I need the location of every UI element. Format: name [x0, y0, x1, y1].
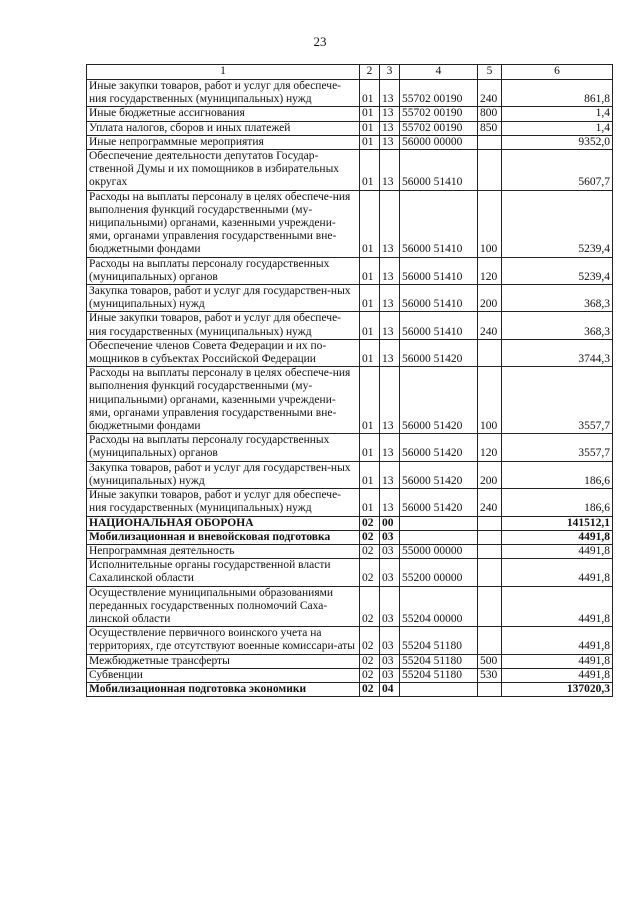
column-header: 6: [502, 65, 613, 80]
cell-c3: 13: [380, 434, 400, 461]
table-row: [87, 107, 613, 121]
row-label: Уплата налогов, сборов и иных платежей: [87, 121, 360, 135]
row-label: Иные закупки товаров, работ и услуг для обеспече-ния государственных (муниципальных) нужд: [87, 312, 360, 339]
cell-c2: 01: [360, 367, 380, 434]
cell-c6: 4491,8: [502, 530, 613, 544]
cell-c4: [400, 682, 478, 696]
cell-c4: 56000 00000: [400, 135, 478, 149]
cell-c4: 56000 51420: [400, 489, 478, 516]
row-label: Иные закупки товаров, работ и услуг для обеспече-ния государственных (муниципальных) нужд: [87, 80, 360, 107]
cell-c2: 01: [360, 107, 380, 121]
cell-c2: 01: [360, 80, 380, 107]
cell-c2: 01: [360, 285, 380, 312]
table-row: [87, 489, 613, 516]
cell-c4: 56000 51410: [400, 257, 478, 284]
page-number: 23: [313, 34, 327, 49]
cell-c5: 530: [478, 668, 502, 682]
cell-c5: [478, 135, 502, 149]
cell-c2: 01: [360, 150, 380, 191]
cell-c6: 4491,8: [502, 544, 613, 558]
cell-c3: 13: [380, 367, 400, 434]
table-row: [87, 544, 613, 558]
cell-c4: 55204 51180: [400, 627, 478, 654]
column-header: 3: [380, 65, 400, 80]
cell-c6: 5239,4: [502, 190, 613, 257]
row-label: Мобилизационная подготовка экономики: [87, 682, 360, 696]
cell-c4: 55702 00190: [400, 107, 478, 121]
cell-c5: 200: [478, 285, 502, 312]
cell-c6: 368,3: [502, 285, 613, 312]
cell-c2: 01: [360, 257, 380, 284]
cell-c4: 56000 51410: [400, 190, 478, 257]
cell-c4: 56000 51420: [400, 339, 478, 366]
cell-c2: 02: [360, 654, 380, 668]
cell-c2: 02: [360, 516, 380, 530]
row-label: Расходы на выплаты персоналу в целях обеспече-ния выполнения функций государственными (му-ниципальными) органами, казенными учреждени-ями, органами управления государственными вне-бюджетными фондами: [87, 367, 360, 434]
cell-c5: [478, 682, 502, 696]
row-label: Иные бюджетные ассигнования: [87, 107, 360, 121]
row-label: Обеспечение членов Совета Федерации и их по-мощников в субъектах Российской Федерации: [87, 339, 360, 366]
row-label: Закупка товаров, работ и услуг для государствен-ных (муниципальных) нужд: [87, 285, 360, 312]
cell-c2: 01: [360, 434, 380, 461]
column-header: 1: [87, 65, 360, 80]
cell-c4: 56000 51410: [400, 312, 478, 339]
cell-c2: 02: [360, 682, 380, 696]
cell-c3: 13: [380, 257, 400, 284]
cell-c3: 03: [380, 530, 400, 544]
column-header: 4: [400, 65, 478, 80]
cell-c4: 55702 00190: [400, 80, 478, 107]
cell-c3: 03: [380, 654, 400, 668]
row-label: Субвенции: [87, 668, 360, 682]
cell-c6: 186,6: [502, 461, 613, 488]
cell-c4: 55702 00190: [400, 121, 478, 135]
row-label: Обеспечение деятельности депутатов Государ-ственной Думы и их помощников в избирательных округах: [87, 150, 360, 191]
table-row: [87, 654, 613, 668]
cell-c2: 01: [360, 121, 380, 135]
cell-c3: 13: [380, 285, 400, 312]
cell-c3: 13: [380, 107, 400, 121]
cell-c3: 13: [380, 190, 400, 257]
cell-c5: [478, 516, 502, 530]
cell-c5: [478, 627, 502, 654]
cell-c2: 02: [360, 627, 380, 654]
cell-c5: 800: [478, 107, 502, 121]
table-row: [87, 80, 613, 107]
cell-c3: 13: [380, 339, 400, 366]
cell-c6: 3557,7: [502, 434, 613, 461]
cell-c6: 4491,8: [502, 586, 613, 627]
table-row: [87, 516, 613, 530]
cell-c5: 240: [478, 489, 502, 516]
table-row: [87, 668, 613, 682]
cell-c6: 5239,4: [502, 257, 613, 284]
cell-c6: 3557,7: [502, 367, 613, 434]
row-label: НАЦИОНАЛЬНАЯ ОБОРОНА: [87, 516, 360, 530]
table-row: [87, 530, 613, 544]
cell-c3: 13: [380, 80, 400, 107]
table-row: [87, 339, 613, 366]
cell-c4: [400, 516, 478, 530]
cell-c2: 02: [360, 559, 380, 586]
table-row: [87, 312, 613, 339]
cell-c3: 04: [380, 682, 400, 696]
cell-c4: 55204 51180: [400, 668, 478, 682]
cell-c2: 01: [360, 312, 380, 339]
row-label: Непрограммная деятельность: [87, 544, 360, 558]
cell-c5: 100: [478, 367, 502, 434]
cell-c3: 13: [380, 135, 400, 149]
cell-c6: 4491,8: [502, 654, 613, 668]
cell-c4: 55204 51180: [400, 654, 478, 668]
row-label: Иные закупки товаров, работ и услуг для обеспече-ния государственных (муниципальных) нужд: [87, 489, 360, 516]
cell-c6: 1,4: [502, 107, 613, 121]
cell-c2: 01: [360, 190, 380, 257]
table-header-row: [87, 65, 613, 80]
cell-c5: 850: [478, 121, 502, 135]
table-row: [87, 121, 613, 135]
cell-c2: 01: [360, 135, 380, 149]
row-label: Иные непрограммные мероприятия: [87, 135, 360, 149]
cell-c5: 120: [478, 434, 502, 461]
cell-c4: 56000 51410: [400, 285, 478, 312]
cell-c2: 02: [360, 586, 380, 627]
cell-c3: 13: [380, 121, 400, 135]
cell-c4: 56000 51420: [400, 434, 478, 461]
table-row: [87, 367, 613, 434]
cell-c3: 03: [380, 544, 400, 558]
table-row: [87, 586, 613, 627]
cell-c3: 13: [380, 489, 400, 516]
cell-c6: 4491,8: [502, 559, 613, 586]
cell-c2: 01: [360, 339, 380, 366]
table-row: [87, 285, 613, 312]
table-row: [87, 682, 613, 696]
budget-table-body: [87, 65, 613, 697]
column-header: 5: [478, 65, 502, 80]
cell-c5: 500: [478, 654, 502, 668]
row-label: Расходы на выплаты персоналу государственных (муниципальных) органов: [87, 257, 360, 284]
table-row: [87, 257, 613, 284]
cell-c5: 240: [478, 80, 502, 107]
cell-c4: 56000 51420: [400, 367, 478, 434]
cell-c5: [478, 586, 502, 627]
cell-c2: 01: [360, 489, 380, 516]
cell-c5: [478, 150, 502, 191]
cell-c5: 240: [478, 312, 502, 339]
cell-c4: 55200 00000: [400, 559, 478, 586]
cell-c3: 03: [380, 586, 400, 627]
cell-c5: 200: [478, 461, 502, 488]
cell-c2: 02: [360, 544, 380, 558]
cell-c5: [478, 339, 502, 366]
table-row: [87, 150, 613, 191]
cell-c4: 55000 00000: [400, 544, 478, 558]
table-row: [87, 135, 613, 149]
cell-c5: 100: [478, 190, 502, 257]
cell-c2: 02: [360, 530, 380, 544]
cell-c4: 56000 51420: [400, 461, 478, 488]
table-row: [87, 627, 613, 654]
cell-c3: 03: [380, 627, 400, 654]
cell-c3: 03: [380, 668, 400, 682]
row-label: Исполнительные органы государственной власти Сахалинской области: [87, 559, 360, 586]
row-label: Закупка товаров, работ и услуг для государствен-ных (муниципальных) нужд: [87, 461, 360, 488]
table-row: [87, 434, 613, 461]
cell-c6: 368,3: [502, 312, 613, 339]
cell-c6: 4491,8: [502, 668, 613, 682]
row-label: Мобилизационная и вневойсковая подготовка: [87, 530, 360, 544]
cell-c6: 186,6: [502, 489, 613, 516]
cell-c5: [478, 559, 502, 586]
cell-c3: 13: [380, 312, 400, 339]
row-label: Осуществление первичного воинского учета на территориях, где отсутствуют военные комиссари-аты: [87, 627, 360, 654]
column-header: 2: [360, 65, 380, 80]
cell-c3: 03: [380, 559, 400, 586]
cell-c6: 137020,3: [502, 682, 613, 696]
cell-c6: 1,4: [502, 121, 613, 135]
budget-table: [86, 64, 613, 697]
cell-c6: 9352,0: [502, 135, 613, 149]
row-label: Расходы на выплаты персоналу государственных (муниципальных) органов: [87, 434, 360, 461]
cell-c6: 5607,7: [502, 150, 613, 191]
cell-c6: 141512,1: [502, 516, 613, 530]
row-label: Осуществление муниципальными образованиями переданных государственных полномочий Саха-линской области: [87, 586, 360, 627]
cell-c5: 120: [478, 257, 502, 284]
cell-c3: 00: [380, 516, 400, 530]
cell-c6: 4491,8: [502, 627, 613, 654]
cell-c4: 56000 51410: [400, 150, 478, 191]
cell-c6: 3744,3: [502, 339, 613, 366]
cell-c3: 13: [380, 461, 400, 488]
cell-c6: 861,8: [502, 80, 613, 107]
cell-c4: 55204 00000: [400, 586, 478, 627]
table-row: [87, 461, 613, 488]
table-row: [87, 559, 613, 586]
cell-c4: [400, 530, 478, 544]
table-row: [87, 190, 613, 257]
row-label: Межбюджетные трансферты: [87, 654, 360, 668]
row-label: Расходы на выплаты персоналу в целях обеспече-ния выполнения функций государственными (му-ниципальными) органами, казенными учреждени-ями, органами управления государственными вне-бюджетными фондами: [87, 190, 360, 257]
cell-c3: 13: [380, 150, 400, 191]
cell-c5: [478, 544, 502, 558]
cell-c2: 02: [360, 668, 380, 682]
cell-c5: [478, 530, 502, 544]
cell-c2: 01: [360, 461, 380, 488]
